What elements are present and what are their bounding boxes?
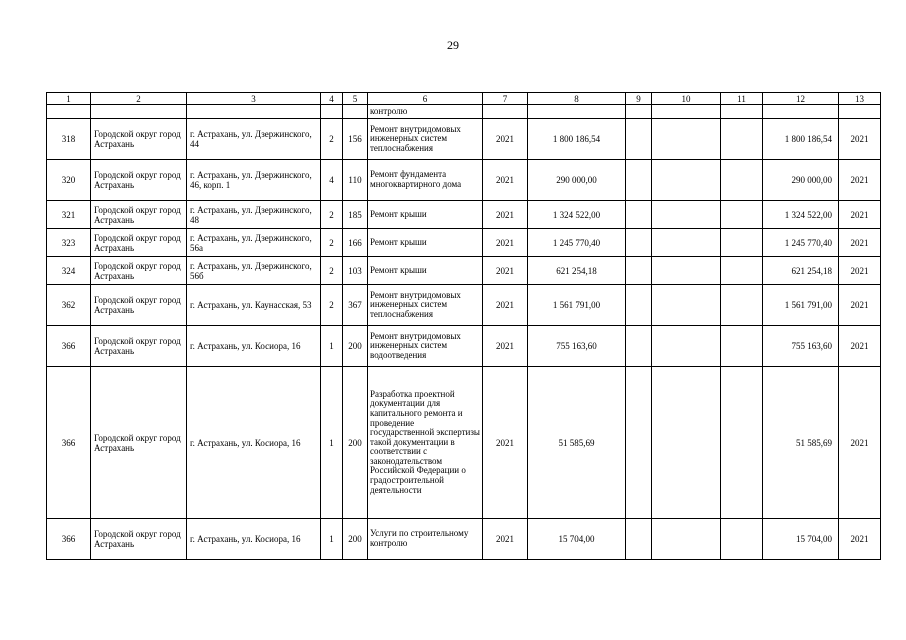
completion-year-cell: 2021: [839, 119, 881, 160]
empty-cell: [652, 119, 721, 160]
municipality-cell: Городской округ город Астрахань: [91, 326, 187, 367]
area-cell: 200: [343, 367, 368, 519]
work-type-cell: Ремонт внутридомовых инженерных систем теплоснабжения: [368, 285, 483, 326]
row-number-cell: 321: [47, 201, 91, 229]
amount-cell: 755 163,60: [528, 326, 626, 367]
table-row: [47, 519, 881, 560]
column-header: 2: [91, 93, 187, 105]
address-cell: г. Астрахань, ул. Косиора, 16: [187, 367, 321, 519]
empty-cell: [626, 160, 652, 201]
table-row: [47, 326, 881, 367]
table-row: [47, 257, 881, 285]
column-header: 1: [47, 93, 91, 105]
municipality-cell: Городской округ город Астрахань: [91, 519, 187, 560]
total-cell: 1 561 791,00: [763, 285, 839, 326]
municipality-cell: Городской округ город Астрахань: [91, 257, 187, 285]
year-cell: 2021: [483, 367, 528, 519]
column-header: 8: [528, 93, 626, 105]
amount-cell: 1 800 186,54: [528, 119, 626, 160]
empty-cell: [652, 229, 721, 257]
year-cell: 2021: [483, 285, 528, 326]
row-number-cell: 324: [47, 257, 91, 285]
completion-year-cell: 2021: [839, 519, 881, 560]
year-cell: 2021: [483, 201, 528, 229]
empty-cell: [721, 285, 763, 326]
floors-cell: 2: [321, 285, 343, 326]
work-type-cell: Ремонт внутридомовых инженерных систем водоотведения: [368, 326, 483, 367]
work-type-cell: Ремонт фундамента многоквартирного дома: [368, 160, 483, 201]
completion-year-cell: 2021: [839, 229, 881, 257]
completion-year-cell: 2021: [839, 326, 881, 367]
empty-cell: [626, 285, 652, 326]
repair-schedule-table: [46, 92, 881, 560]
address-cell: г. Астрахань, ул. Дзержинского, 48: [187, 201, 321, 229]
area-cell: 166: [343, 229, 368, 257]
empty-cell: [652, 160, 721, 201]
column-header: 10: [652, 93, 721, 105]
address-cell: г. Астрахань, ул. Косиора, 16: [187, 519, 321, 560]
municipality-cell: Городской округ город Астрахань: [91, 367, 187, 519]
area-cell: 110: [343, 160, 368, 201]
total-cell: 1 800 186,54: [763, 119, 839, 160]
area-cell: 185: [343, 201, 368, 229]
empty-cell: [626, 519, 652, 560]
total-cell: 1 245 770,40: [763, 229, 839, 257]
year-cell: 2021: [483, 257, 528, 285]
area-cell: 103: [343, 257, 368, 285]
empty-cell: [626, 367, 652, 519]
empty-cell: [721, 367, 763, 519]
empty-cell: [652, 519, 721, 560]
area-cell: 367: [343, 285, 368, 326]
empty-cell: [626, 229, 652, 257]
address-cell: г. Астрахань, ул. Каунасская, 53: [187, 285, 321, 326]
empty-cell: [652, 257, 721, 285]
work-type-cell: Ремонт крыши: [368, 201, 483, 229]
column-header: 5: [343, 93, 368, 105]
floors-cell: 2: [321, 229, 343, 257]
completion-year-cell: 2021: [839, 201, 881, 229]
floors-cell: 1: [321, 326, 343, 367]
column-header: 12: [763, 93, 839, 105]
year-cell: 2021: [483, 326, 528, 367]
work-type-cell: Ремонт крыши: [368, 229, 483, 257]
empty-cell: [652, 201, 721, 229]
empty-cell: [721, 326, 763, 367]
completion-year-cell: 2021: [839, 257, 881, 285]
floors-cell: 1: [321, 519, 343, 560]
area-cell: 200: [343, 519, 368, 560]
amount-cell: 290 000,00: [528, 160, 626, 201]
completion-year-cell: 2021: [839, 367, 881, 519]
completion-year-cell: 2021: [839, 160, 881, 201]
amount-cell: 621 254,18: [528, 257, 626, 285]
work-type-cell: Разработка проектной документации для капитального ремонта и проведение государственной экспертизы такой документации в соответствии с законодательством Российской Федерации о градостроительной деятельности: [368, 367, 483, 519]
floors-cell: 2: [321, 257, 343, 285]
address-cell: г. Астрахань, ул. Дзержинского, 56а: [187, 229, 321, 257]
amount-cell: 15 704,00: [528, 519, 626, 560]
address-cell: г. Астрахань, ул. Косиора, 16: [187, 326, 321, 367]
municipality-cell: Городской округ город Астрахань: [91, 160, 187, 201]
continuation-row: [47, 105, 881, 119]
row-number-cell: 362: [47, 285, 91, 326]
amount-cell: 1 561 791,00: [528, 285, 626, 326]
column-header: 6: [368, 93, 483, 105]
empty-cell: [652, 367, 721, 519]
table-row: [47, 160, 881, 201]
empty-cell: [652, 326, 721, 367]
total-cell: 755 163,60: [763, 326, 839, 367]
empty-cell: [626, 119, 652, 160]
floors-cell: 4: [321, 160, 343, 201]
work-type-cell: Услуги по строительному контролю: [368, 519, 483, 560]
table-row: [47, 201, 881, 229]
amount-cell: 1 324 522,00: [528, 201, 626, 229]
address-cell: г. Астрахань, ул. Дзержинского, 56б: [187, 257, 321, 285]
row-number-cell: 366: [47, 519, 91, 560]
column-header: 9: [626, 93, 652, 105]
municipality-cell: Городской округ город Астрахань: [91, 119, 187, 160]
floors-cell: 2: [321, 119, 343, 160]
municipality-cell: Городской округ город Астрахань: [91, 285, 187, 326]
column-number-row: [47, 93, 881, 105]
total-cell: 51 585,69: [763, 367, 839, 519]
column-header: 7: [483, 93, 528, 105]
year-cell: 2021: [483, 519, 528, 560]
empty-cell: [721, 229, 763, 257]
work-type-cell: Ремонт внутридомовых инженерных систем теплоснабжения: [368, 119, 483, 160]
area-cell: 200: [343, 326, 368, 367]
amount-cell: 51 585,69: [528, 367, 626, 519]
address-cell: г. Астрахань, ул. Дзержинского, 46, корп. 1: [187, 160, 321, 201]
empty-cell: [721, 160, 763, 201]
continuation-work-cell: контролю: [368, 105, 483, 119]
empty-cell: [626, 326, 652, 367]
table-row: [47, 285, 881, 326]
empty-cell: [721, 257, 763, 285]
column-header: 13: [839, 93, 881, 105]
amount-cell: 1 245 770,40: [528, 229, 626, 257]
page-number: 29: [447, 38, 459, 52]
total-cell: 290 000,00: [763, 160, 839, 201]
table-row: [47, 119, 881, 160]
area-cell: 156: [343, 119, 368, 160]
floors-cell: 2: [321, 201, 343, 229]
empty-cell: [626, 201, 652, 229]
year-cell: 2021: [483, 119, 528, 160]
total-cell: 15 704,00: [763, 519, 839, 560]
column-header: 11: [721, 93, 763, 105]
year-cell: 2021: [483, 160, 528, 201]
row-number-cell: 320: [47, 160, 91, 201]
empty-cell: [721, 119, 763, 160]
table-row: [47, 229, 881, 257]
work-type-cell: Ремонт крыши: [368, 257, 483, 285]
empty-cell: [721, 519, 763, 560]
empty-cell: [652, 285, 721, 326]
address-cell: г. Астрахань, ул. Дзержинского, 44: [187, 119, 321, 160]
table-row: [47, 367, 881, 519]
empty-cell: [626, 257, 652, 285]
total-cell: 621 254,18: [763, 257, 839, 285]
row-number-cell: 318: [47, 119, 91, 160]
floors-cell: 1: [321, 367, 343, 519]
row-number-cell: 366: [47, 326, 91, 367]
municipality-cell: Городской округ город Астрахань: [91, 229, 187, 257]
empty-cell: [721, 201, 763, 229]
column-header: 3: [187, 93, 321, 105]
row-number-cell: 366: [47, 367, 91, 519]
municipality-cell: Городской округ город Астрахань: [91, 201, 187, 229]
column-header: 4: [321, 93, 343, 105]
row-number-cell: 323: [47, 229, 91, 257]
year-cell: 2021: [483, 229, 528, 257]
total-cell: 1 324 522,00: [763, 201, 839, 229]
completion-year-cell: 2021: [839, 285, 881, 326]
